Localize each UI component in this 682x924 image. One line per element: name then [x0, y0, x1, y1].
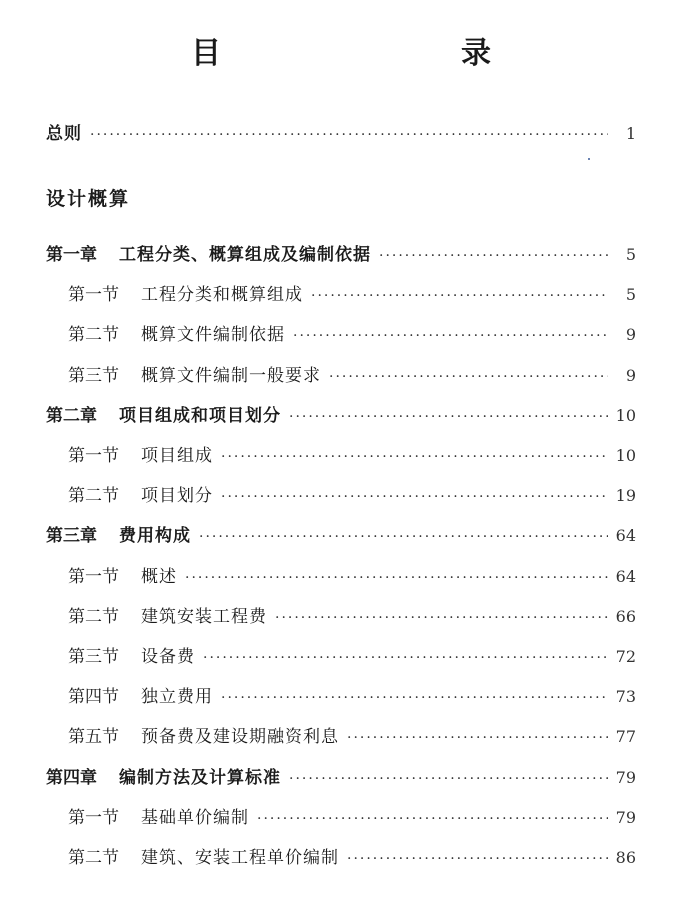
toc-page-number: 79	[615, 768, 636, 787]
toc-page-number: 10	[615, 406, 636, 425]
toc-entry-section[interactable]	[68, 565, 636, 590]
leader-dots	[185, 566, 608, 590]
toc-entry-label: 建筑、安装工程单价编制	[141, 848, 339, 868]
toc-page-number: 79	[615, 808, 636, 827]
toc-entry-label: 建筑安装工程费	[141, 607, 267, 627]
leader-dots	[221, 686, 608, 710]
toc-entry-section[interactable]	[68, 444, 636, 469]
toc-entry-section[interactable]	[68, 283, 636, 308]
toc-page-number: 9	[625, 366, 636, 385]
leader-dots	[275, 606, 608, 630]
leader-dots	[347, 726, 608, 750]
toc-entry-section[interactable]	[68, 725, 636, 750]
toc-entry-label: 费用构成	[119, 526, 191, 546]
toc-page-number: 66	[615, 607, 636, 626]
toc-entry-label: 项目组成和项目划分	[119, 406, 281, 426]
toc-entry-label: 基础单价编制	[141, 808, 249, 828]
toc-entry-chapter[interactable]	[46, 243, 636, 268]
leader-dots	[199, 525, 608, 549]
leader-dots	[293, 324, 608, 348]
toc-entry-prefix: 第一节	[68, 446, 119, 466]
toc-entry-label: 独立费用	[141, 687, 213, 707]
leader-dots	[289, 767, 608, 791]
toc-entry-chapter[interactable]	[46, 766, 636, 791]
toc-entry-prefix: 第二章	[46, 406, 97, 426]
toc-page-number: 73	[615, 687, 636, 706]
toc-page-number: 64	[615, 526, 636, 545]
toc-page-number: 1	[625, 124, 636, 143]
leader-dots	[379, 244, 608, 268]
toc-entry-prefix: 第四节	[68, 687, 119, 707]
toc-entry-section[interactable]	[68, 685, 636, 710]
leader-dots	[329, 365, 608, 389]
leader-dots	[257, 807, 608, 831]
toc-entry-label: 总则	[46, 124, 82, 144]
toc-entry-prefix: 第一节	[68, 808, 119, 828]
toc-entry-prefix: 第三节	[68, 647, 119, 667]
leader-dots	[289, 405, 608, 429]
toc-entry-general[interactable]	[46, 122, 636, 147]
toc-entry-prefix: 第五节	[68, 727, 119, 747]
leader-dots	[311, 284, 608, 308]
toc-entry-prefix: 第二节	[68, 607, 119, 627]
leader-dots	[221, 445, 608, 469]
toc-entry-label: 概述	[141, 567, 177, 587]
toc-entry-label: 项目组成	[141, 446, 213, 466]
toc-page-number: 19	[615, 486, 636, 505]
toc-entry-prefix: 第二节	[68, 848, 119, 868]
toc-entry-label: 项目划分	[141, 486, 213, 506]
toc-entry-label: 预备费及建设期融资利息	[141, 727, 339, 747]
toc-entry-prefix: 第二节	[68, 486, 119, 506]
toc-entry-label: 概算文件编制依据	[141, 325, 285, 345]
toc-entry-section[interactable]	[68, 484, 636, 509]
toc-entry-section[interactable]	[68, 323, 636, 348]
toc-entry-section[interactable]	[68, 605, 636, 630]
toc-entry-label: 工程分类、概算组成及编制依据	[119, 245, 371, 265]
toc-entry-chapter[interactable]	[46, 404, 636, 429]
toc-page-number: 9	[625, 325, 636, 344]
toc-entry-label: 编制方法及计算标准	[119, 768, 281, 788]
leader-dots	[90, 123, 608, 147]
leader-dots	[203, 646, 608, 670]
toc-entry-label: 概算文件编制一般要求	[141, 366, 321, 386]
toc-entry-section[interactable]	[68, 846, 636, 871]
toc-page-number: 86	[615, 848, 636, 867]
page-title: 目 录	[191, 36, 551, 71]
toc-entry-prefix: 第四章	[46, 768, 97, 788]
toc-entry-section[interactable]	[68, 645, 636, 670]
toc-entry-section[interactable]	[68, 806, 636, 831]
toc-entry-chapter[interactable]	[46, 524, 636, 549]
part-heading: 设计概算	[46, 188, 131, 210]
toc-entry-label: 设备费	[141, 647, 195, 667]
toc-page-number: 72	[615, 647, 636, 666]
toc-entry-prefix: 第三章	[46, 526, 97, 546]
toc-page-number: 77	[615, 727, 636, 746]
toc-entry-prefix: 第一节	[68, 285, 119, 305]
leader-dots	[221, 485, 608, 509]
toc-entry-prefix: 第二节	[68, 325, 119, 345]
toc-page-number: 5	[625, 245, 636, 264]
toc-entry-prefix: 第一章	[46, 245, 97, 265]
toc-entry-prefix: 第一节	[68, 567, 119, 587]
stray-mark	[588, 158, 590, 160]
toc-page-number: 64	[615, 567, 636, 586]
toc-entry-section[interactable]	[68, 364, 636, 389]
toc-entry-prefix: 第三节	[68, 366, 119, 386]
toc-entry-label: 工程分类和概算组成	[141, 285, 303, 305]
toc-page-number: 10	[615, 446, 636, 465]
toc-page-number: 5	[625, 285, 636, 304]
leader-dots	[347, 847, 608, 871]
